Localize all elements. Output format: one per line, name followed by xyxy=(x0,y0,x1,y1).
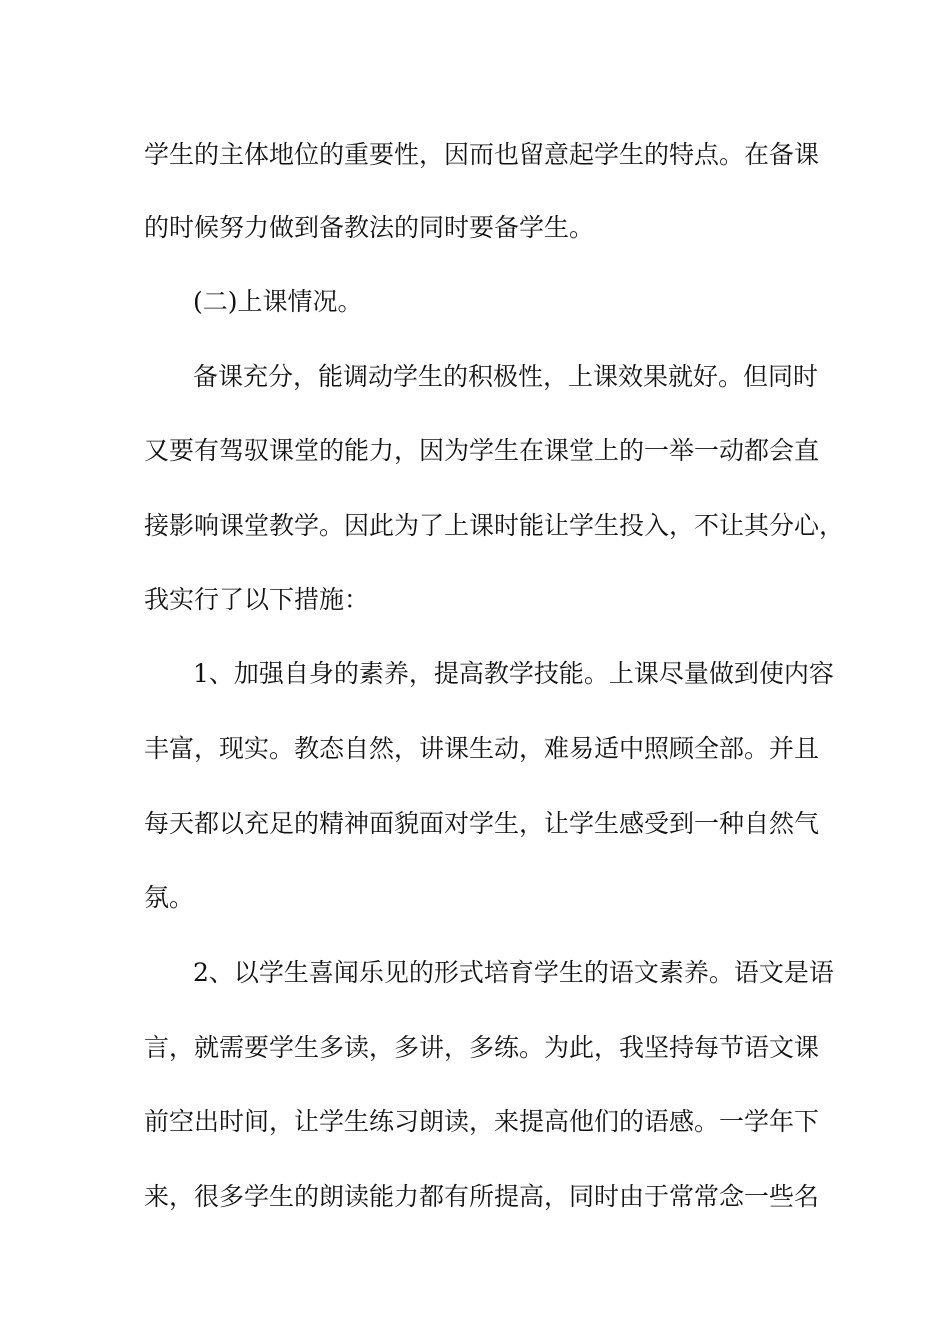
list-item-2: 2、以学生喜闻乐见的形式培育学生的语文素养。语文是语 xyxy=(193,958,834,987)
text-line: 我实行了以下措施： xyxy=(144,585,370,614)
text-line: 接影响课堂教学。因此为了上课时能让学生投入，不让其分心， xyxy=(144,511,845,540)
text-line: 备课充分，能调动学生的积极性，上课效果就好。但同时 xyxy=(193,362,819,391)
list-item-1: 1、加强自身的素养，提高教学技能。上课尽量做到使内容 xyxy=(193,659,834,688)
text-line: 言，就需要学生多读，多讲，多练。为此，我坚持每节语文课 xyxy=(144,1033,820,1062)
text-line: 丰富，现实。教态自然，讲课生动，难易适中照顾全部。并且 xyxy=(144,734,820,763)
section-heading: (二)上课情况。 xyxy=(193,287,363,316)
text-line: 每天都以充足的精神面貌面对学生，让学生感受到一种自然气 xyxy=(144,809,820,838)
text-line: 前空出时间，让学生练习朗读，来提高他们的语感。一学年下 xyxy=(144,1107,820,1136)
text-line: 学生的主体地位的重要性，因而也留意起学生的特点。在备课 xyxy=(144,140,820,169)
text-line: 又要有驾驭课堂的能力，因为学生在课堂上的一举一动都会直 xyxy=(144,436,820,465)
text-line: 来，很多学生的朗读能力都有所提高，同时由于常常念一些名 xyxy=(144,1182,820,1211)
text-line: 的时候努力做到备教法的同时要备学生。 xyxy=(144,213,595,242)
text-line: 氛。 xyxy=(144,883,195,912)
